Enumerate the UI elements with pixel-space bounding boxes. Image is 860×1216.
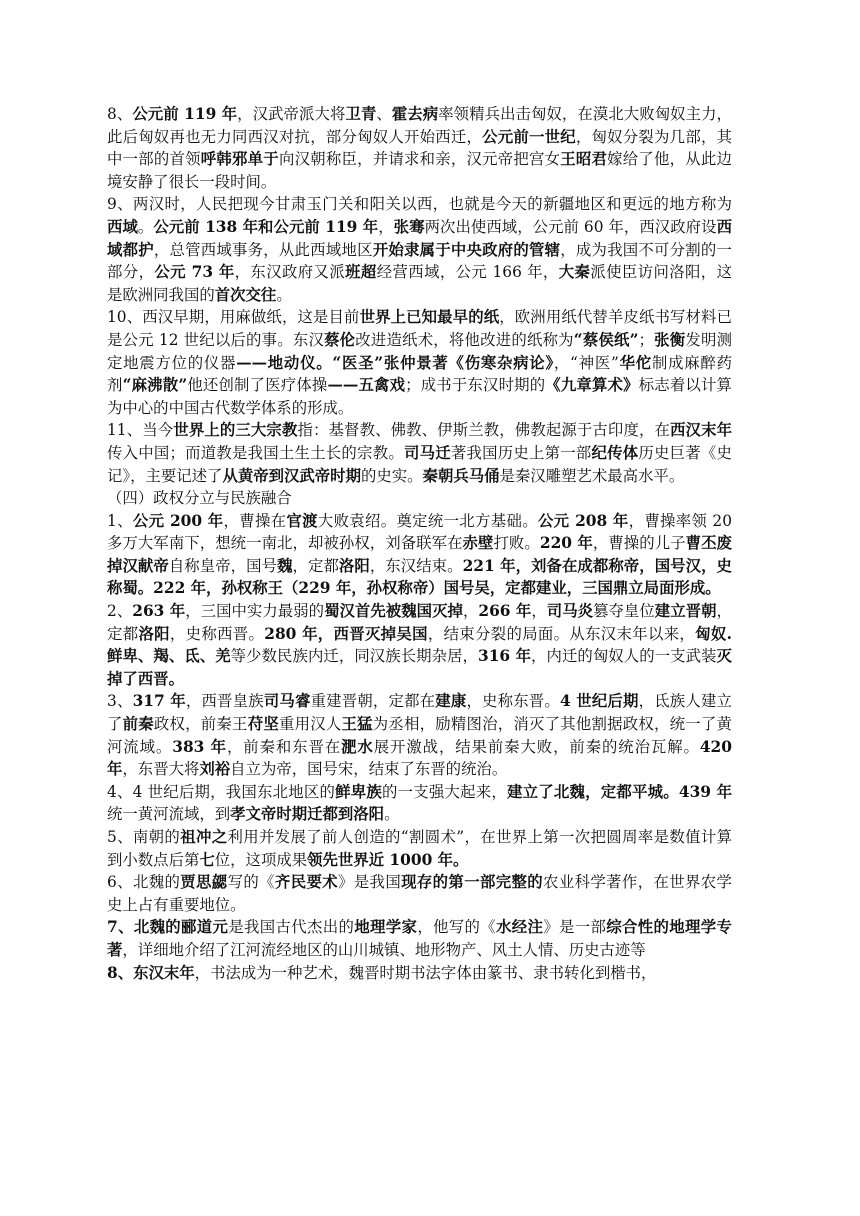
paragraph [107,781,732,826]
bold-text: 公元 208 年 [537,511,629,530]
document-page [107,103,732,984]
text-run: 位，这项成果 [214,850,308,869]
text-run: （四）政权分立与民族融合 [107,489,292,508]
bold-text: 公元 73 年 [154,263,235,282]
bold-text: 综合性的地理学专著 [107,918,732,959]
text-run: 大败袁绍。奠定统一北方基础。 [317,511,538,530]
bold-text: 世界上的三大宗教 [173,421,298,440]
text-run: 经营西域，公元 166 年， [376,263,559,282]
text-run: ，三国中实力最弱的 [185,602,325,621]
bold-text: 前秦 [122,715,154,734]
text-run: 3、 [107,692,133,711]
bold-text: 王昭君 [560,150,608,169]
bold-text: 263 年 [132,602,186,621]
text-run: 打败。 [493,534,540,553]
bold-text: “蔡侯纸” [573,330,639,349]
bold-text: 鲜卑族 [335,782,382,801]
paragraph [107,193,732,306]
bold-text: 贾思勰 [180,873,228,892]
bold-text: 蜀汉首先被魏国灭掉 [324,602,463,621]
text-run: ；成书于东汉时期的 [405,376,546,395]
text-run: 为丞相，励精图治，消灭了其他割据政权，统一了黄河流域。 [107,715,732,756]
text-run: 4、4 世纪后期，我国东北地区的 [107,782,336,801]
bold-text: 西域 [107,217,138,236]
text-run: 。 [276,285,292,304]
text-run: 派使臣访问洛阳，这是欧洲同我国的 [107,263,732,304]
bold-text: 大秦 [558,263,591,282]
bold-text: 开始隶属于中央政府的管辖 [372,240,561,259]
text-run: ，曹操率领 20 多万大军南下，想统一南北，却被孙权，刘备联军在 [107,511,733,553]
bold-text: 灭掉了西晋。 [107,647,732,688]
bold-text: 公元前 119 年 [132,105,238,123]
text-run: ，内迁的匈奴人的一支武装 [531,647,717,666]
text-run: 率领精兵出击匈奴，在漠北大败匈奴主力，此后匈奴再也无力同西汉对抗，部分匈奴人开始西迁， [107,105,732,146]
text-run: ； [638,330,654,349]
section-heading [107,487,732,510]
bold-text: 西域都护 [107,217,732,259]
bold-text: 班超 [345,263,377,282]
bold-text: 221 年，刘备在成都称帝，国号汉，史称蜀。222 年，孙权称王（229 年，孙权称帝）国号吴，定都建业，三国鼎立局面形成。 [107,556,732,598]
text-run: 嫁给了他，从此边境安静了很长一段时间。 [107,150,732,191]
text-run: 》是一部 [543,918,607,937]
bold-text: “医圣”张仲景著《伤寒杂病论》 [332,353,554,372]
bold-text: 魏 [277,556,293,575]
bold-text: 张骞 [393,217,425,236]
text-run: ，成为我国不可分割的一部分， [107,240,732,282]
text-run: 展开激战，结果前秦大败，前秦的统治瓦解。 [373,737,700,756]
bold-text: 317 年 [132,692,186,711]
bold-text: 卫青 [345,105,377,123]
bold-text: 刘裕 [199,760,231,779]
text-run: 传入中国；而道教是我国土生土长的宗教。 [107,443,404,462]
bold-text: 苻坚 [247,715,279,734]
paragraph [107,826,732,871]
text-run: ，定都 [292,556,339,575]
bold-text: 洛阳 [338,556,370,575]
bold-text: 现存的第一部完整的 [401,873,544,892]
bold-text: 纪传体 [591,443,639,462]
bold-text: 8、东汉末年 [107,963,195,982]
bold-text: 建立晋朝 [654,602,717,621]
text-run: 篡夺皇位 [593,602,655,621]
bold-text: 首次交往 [214,285,277,304]
text-run: 重用汉人 [278,715,342,734]
text-run: ，详细地介绍了江河流经地区的山川城镇、地形物产、风土人情、历史古迹等 [122,940,646,959]
bold-text: 建立了北魏，定都平城。439 年 [506,782,732,801]
bold-text: 华佗 [618,353,652,372]
bold-text: 316 年 [478,647,532,666]
text-run: ，氐族人建立了 [107,692,732,734]
text-run: ，他写的《 [417,918,497,937]
text-run: ，书法成为一种艺术，魏晋时期书法字体由篆书、隶书转化到楷书， [194,963,657,982]
bold-text: 水经注 [496,918,544,937]
paragraph [107,916,732,961]
text-run: 的史实。 [360,466,423,485]
bold-text: 霍去病 [391,105,439,123]
paragraph [107,510,732,600]
bold-text: 司马睿 [263,692,311,711]
paragraph [107,103,732,193]
paragraph [107,306,732,419]
bold-text: 祖冲之 [180,828,228,846]
text-run: ，史称东晋。 [466,692,560,711]
text-run: ，曹操在 [223,511,287,530]
text-run: 11、当今 [107,421,174,440]
bold-text: 张衡 [653,330,686,349]
text-run: 。 [137,217,154,236]
bold-text: 266 年 [478,602,532,621]
text-run: ，西晋皇族 [185,692,264,711]
bold-text: 280 年，西晋灭掉吴国 [264,624,428,643]
text-run: ，结束分裂的局面。从东汉末年以来， [427,624,696,643]
bold-text: 孝文帝时期迁都到洛阳 [230,805,385,824]
bold-text: 曹丕废掉汉献帝 [107,534,732,575]
paragraph [107,600,732,690]
paragraph [107,419,732,487]
bold-text: 公元前一世纪 [482,127,576,146]
text-run: 、 [376,105,392,123]
text-run: 自称皇帝，国号 [168,556,278,575]
text-run: ，曹操的儿子 [592,534,686,553]
text-run: ，东汉结束。 [369,556,463,575]
text-run: 著我国历史上第一部 [450,443,592,462]
bold-text: ——地动仪。 [236,353,333,372]
bold-text: 淝水 [341,737,374,756]
text-run: ，欧洲用纸代替羊皮纸书写材料已是公元 12 世纪以后的事。东汉 [107,308,732,349]
text-run: 5、南朝的 [107,828,181,846]
bold-text: 公元前 138 年和公元前 119 年 [153,217,379,236]
bold-text: 匈奴.鲜卑、羯、氐、羌 [107,624,732,666]
bold-text: 官渡 [286,511,318,530]
text-run: 写的《 [227,873,275,892]
text-run: 6、北魏的 [107,873,181,892]
bold-text: 420 年 [107,737,732,779]
text-run: 1、 [107,511,133,530]
text-run: ，汉武帝派大将 [237,105,346,123]
text-run: 2、 [107,602,133,621]
text-run: 政权，前秦王 [153,715,248,734]
bold-text: 七 [199,850,215,869]
text-run: 重建晋朝，定都在 [310,692,436,711]
bold-text: 220 年 [539,534,593,553]
text-run: ，匈奴分裂为几部，其中一部的首领 [107,127,732,169]
text-run: 8、 [107,105,133,123]
text-run: ，东汉政府又派 [234,263,346,282]
text-run: 等少数民族内迁，同汉族长期杂居， [230,647,479,666]
bold-text: 齐民要术 [274,873,339,892]
text-run: 利用并发展了前人创造的“割圆术”，在世界上第一次把圆周率是数值计算到小数点后第 [107,828,732,869]
bold-text: 呼韩邪单于 [200,150,279,169]
bold-text: 《九章算术》 [545,376,639,395]
bold-text: 王猛 [341,715,373,734]
text-run: 制成麻醉药剂 [107,353,732,395]
bold-text: 领先世界近 1000 年。 [307,850,469,869]
text-run: ，定都 [107,602,732,643]
text-run: 标志着以计算为中心的中国古代数学体系的形成。 [107,376,732,417]
text-run: ，东晋大将 [122,760,200,779]
text-run: ， [531,602,547,621]
text-run: ，前秦和东晋在 [226,737,342,756]
bold-text: 司马迁 [403,443,451,462]
text-run: 农业科学著作，在世界农学史上占有重要地位。 [107,873,732,914]
text-run: ，“神医” [553,353,619,372]
text-run: 9、两汉时，人民把现今甘肃玉门关和阳关以西，也就是今天的新疆地区和更远的地方称为 [107,195,732,214]
bold-text: 司马炎 [546,602,594,621]
bold-text: 从黄帝到汉武帝时期 [222,466,361,485]
text-run: 。 [384,805,400,824]
text-run: 向汉朝称臣，并请求和亲，汉元帝把宫女 [278,150,561,169]
paragraph [107,962,732,985]
text-run: 》是我国 [338,873,402,892]
text-run: 他还创制了医疗体操 [187,376,328,395]
bold-text: 洛阳 [138,624,170,643]
text-run: ， [378,217,394,236]
bold-text: 公元 200 年 [132,511,224,530]
text-run: 统一黄河流域，到 [107,805,231,824]
bold-text: ——五禽戏 [327,376,406,395]
text-run: 10、西汉早期，用麻做纸，这是目前 [107,308,360,327]
text-run: 两次出使西域，公元前 60 年，西汉政府设 [424,217,717,236]
bold-text: 赤壁 [462,534,494,553]
bold-text: 建康 [435,692,467,711]
text-run: 历史巨著《史记》，主要记述了 [107,443,732,485]
text-run: 的一支强大起来， [381,782,507,801]
bold-text: “麻沸散” [122,376,188,395]
text-run: 自立为帝，国号宋，结束了东晋的统治。 [230,760,508,779]
paragraph [107,871,732,916]
bold-text: 蔡伦 [324,330,356,349]
bold-text: 383 年 [172,737,227,756]
text-run: ， [462,602,479,621]
bold-text: 世界上已知最早的纸 [359,308,500,327]
bold-text: 4 世纪后期 [559,692,639,711]
text-run: 改进造纸术，将他改进的纸称为 [355,330,574,349]
bold-text: 西汉末年 [670,421,732,440]
bold-text: 7、北魏的郦道元 [107,918,229,937]
text-run: ，史称西晋。 [169,624,265,643]
text-run: 发明测定地震方位的仪器 [107,330,732,372]
text-run: 指：基督教、佛教、伊斯兰教，佛教起源于古印度，在 [297,421,671,440]
paragraph [107,690,732,780]
text-run: ，总管西域事务，从此西域地区 [153,240,373,259]
text-run: 是秦汉雕塑艺术最高水平。 [499,466,685,485]
bold-text: 秦朝兵马俑 [422,466,500,485]
bold-text: 地理学家 [354,918,418,937]
text-run: 是我国古代杰出的 [228,918,355,937]
